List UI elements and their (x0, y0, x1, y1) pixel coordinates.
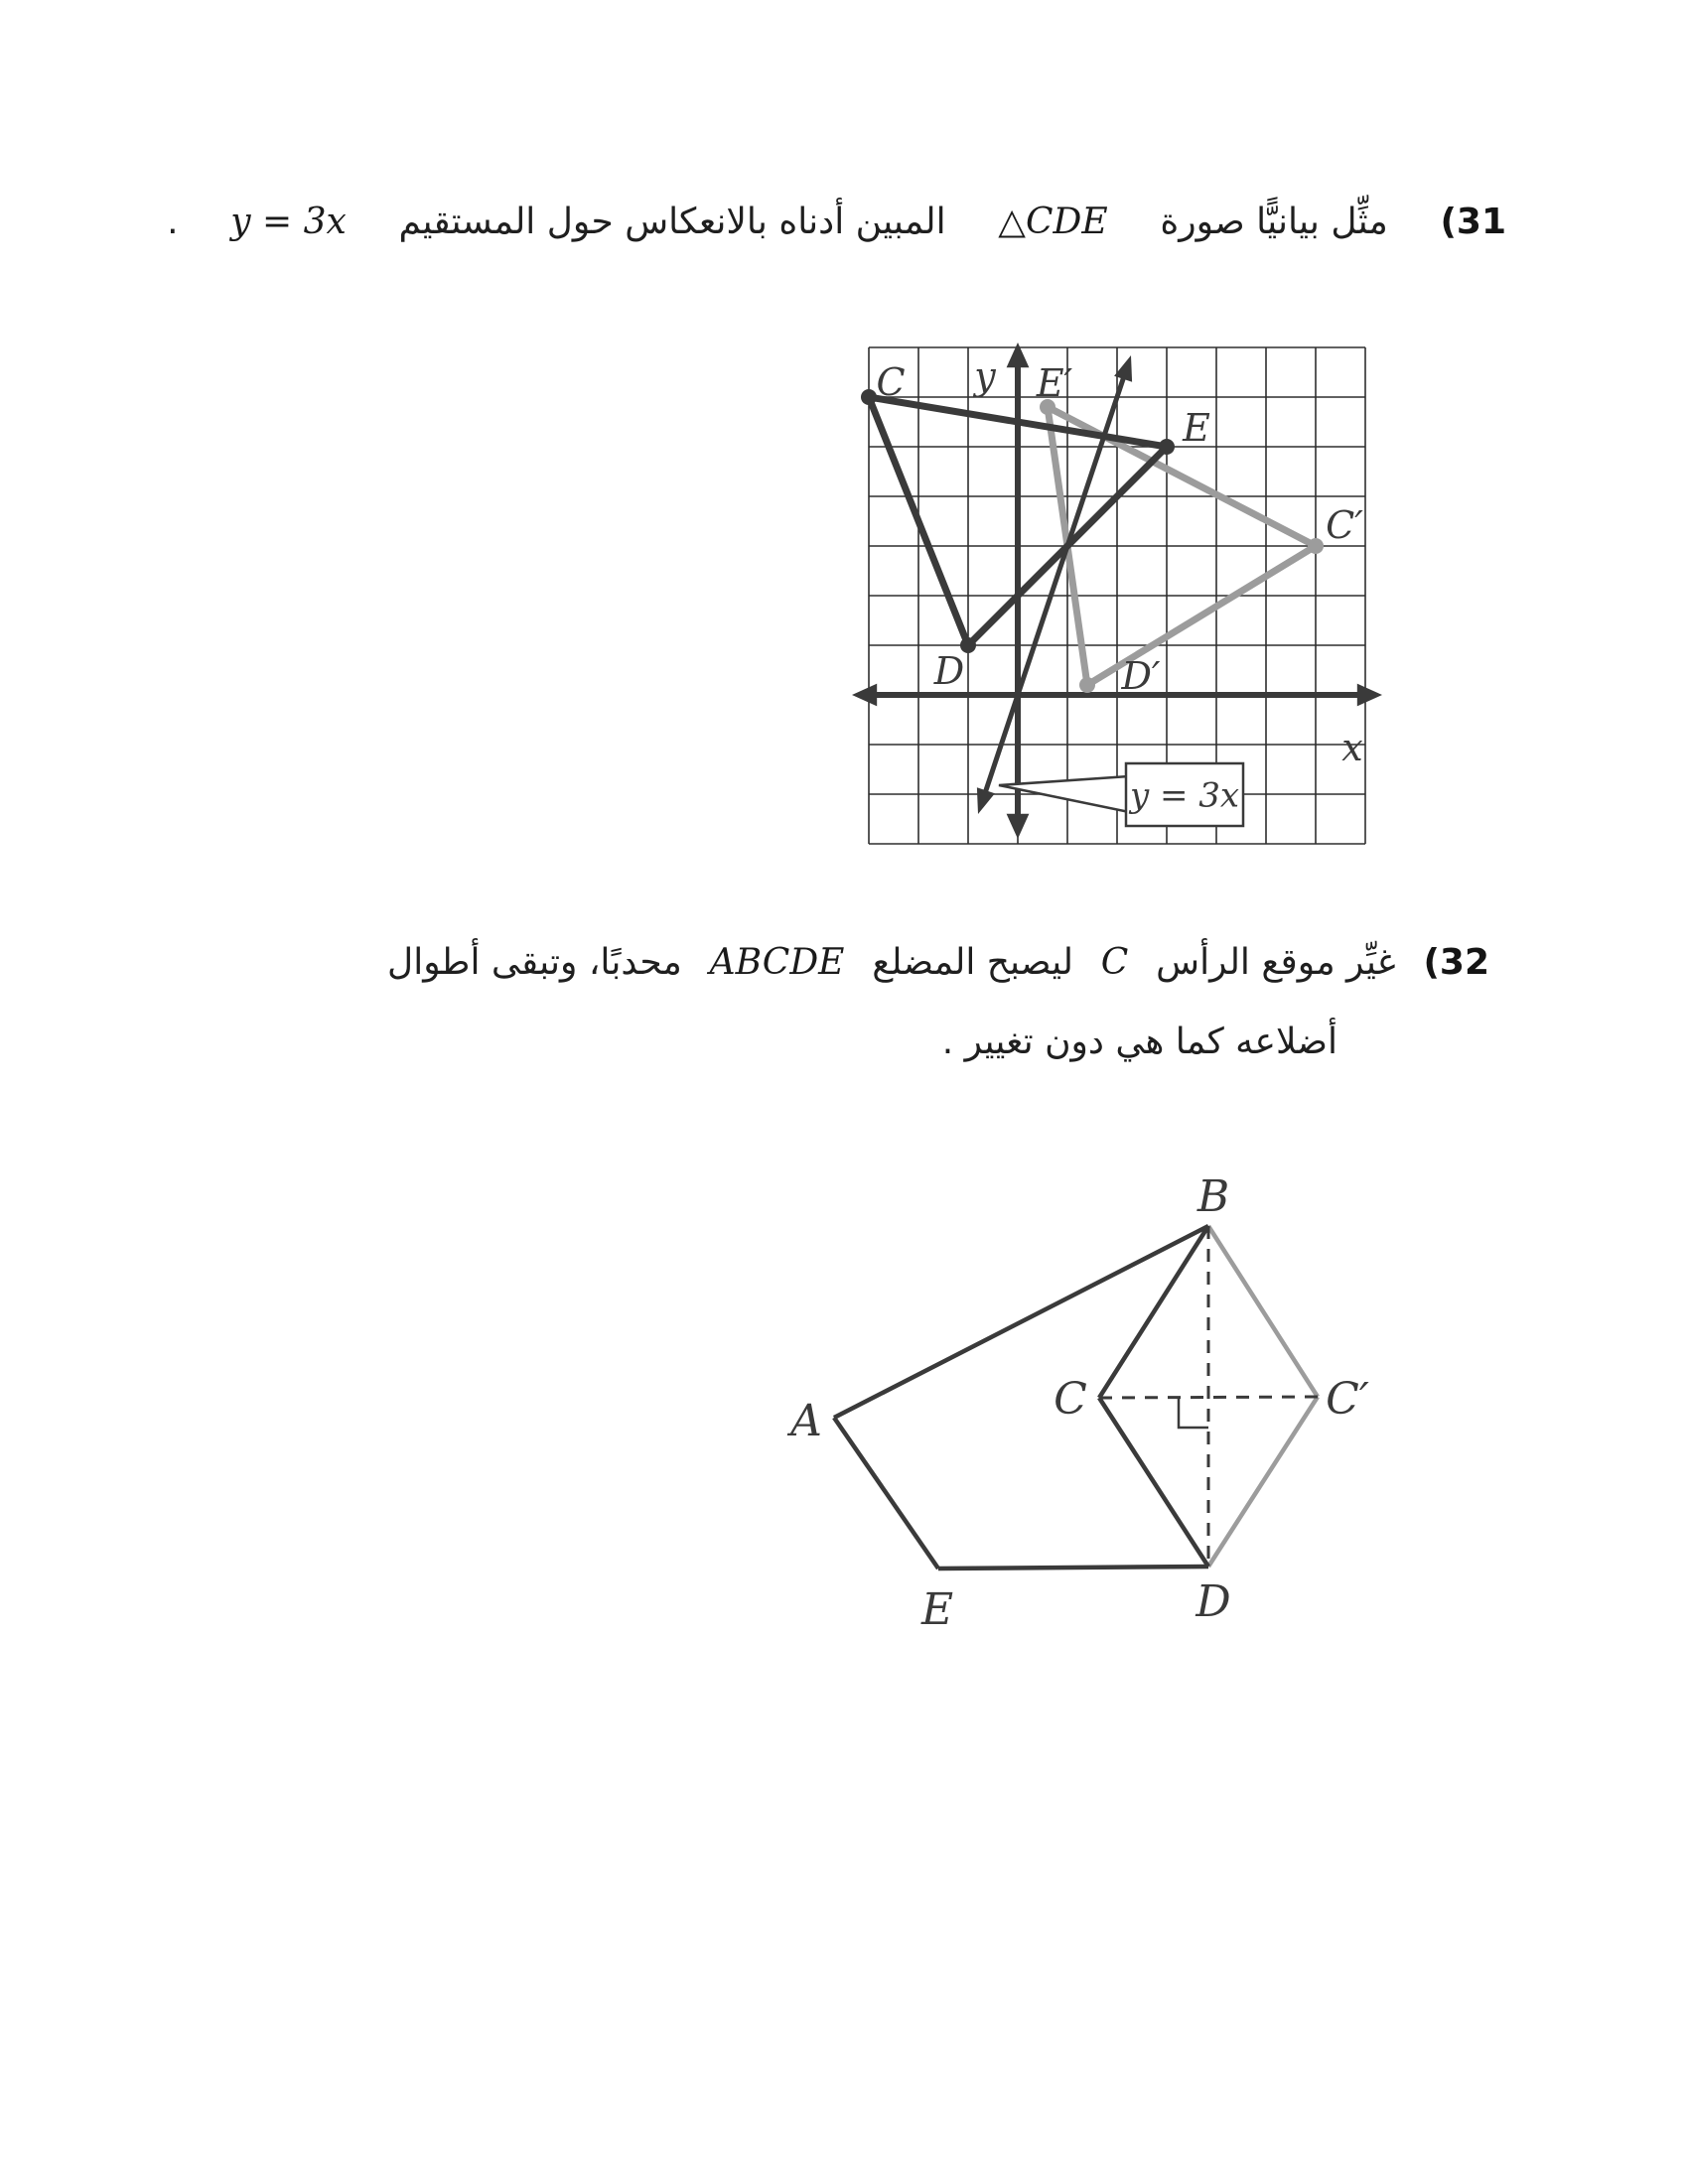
triangle-name: CDE (1025, 202, 1108, 242)
svg-text:E: E (1183, 406, 1210, 450)
figure-32-pentagon (755, 1152, 1390, 1648)
problem-31-line (167, 191, 1506, 254)
problem-32-text-c: محدبًا، وتبقى أطوال (387, 942, 682, 983)
problem-31-period: . (167, 202, 179, 242)
svg-text:y = 3x: y = 3x (1129, 775, 1240, 816)
polygon-abcde-name: ABCDE (709, 942, 845, 983)
problem-31-equation: y = 3x (230, 202, 347, 242)
svg-text:x: x (1341, 726, 1363, 769)
svg-text:D: D (1196, 1576, 1231, 1627)
problem-32-line-1 (387, 931, 1489, 995)
vertex-c-name: C (1100, 942, 1129, 983)
problem-31-number: (31 (1440, 202, 1506, 242)
problem-32-line2-text: أضلاعه كما هي دون تغيير . (941, 1022, 1337, 1062)
svg-text:A: A (790, 1396, 822, 1446)
triangle-icon: △ (998, 202, 1026, 242)
svg-text:B: B (1196, 1171, 1230, 1222)
svg-text:E′: E′ (1036, 361, 1073, 405)
problem-32-number: (32 (1423, 942, 1489, 983)
problem-31-text-a: مثِّل بيانيًّا صورة (1160, 202, 1388, 242)
svg-text:D′: D′ (1121, 654, 1161, 698)
problem-32-text-b: ليصبح المضلع (872, 942, 1073, 983)
svg-text:E: E (920, 1584, 954, 1635)
figure-31-reflection-grid (844, 328, 1400, 864)
problem-32-text-a: غيِّر موقع الرأس (1156, 942, 1396, 983)
svg-text:C′: C′ (1326, 1374, 1369, 1425)
svg-text:C: C (1054, 1374, 1087, 1425)
problem-32-line-2 (942, 1011, 1337, 1074)
svg-text:y: y (974, 354, 996, 398)
svg-text:D: D (933, 649, 965, 693)
problem-31-text-b: المبين أدناه بالانعكاس حول المستقيم (398, 202, 946, 242)
svg-text:C: C (876, 360, 906, 404)
triangle-cde-symbol (998, 191, 1107, 254)
svg-text:C′: C′ (1326, 503, 1363, 547)
